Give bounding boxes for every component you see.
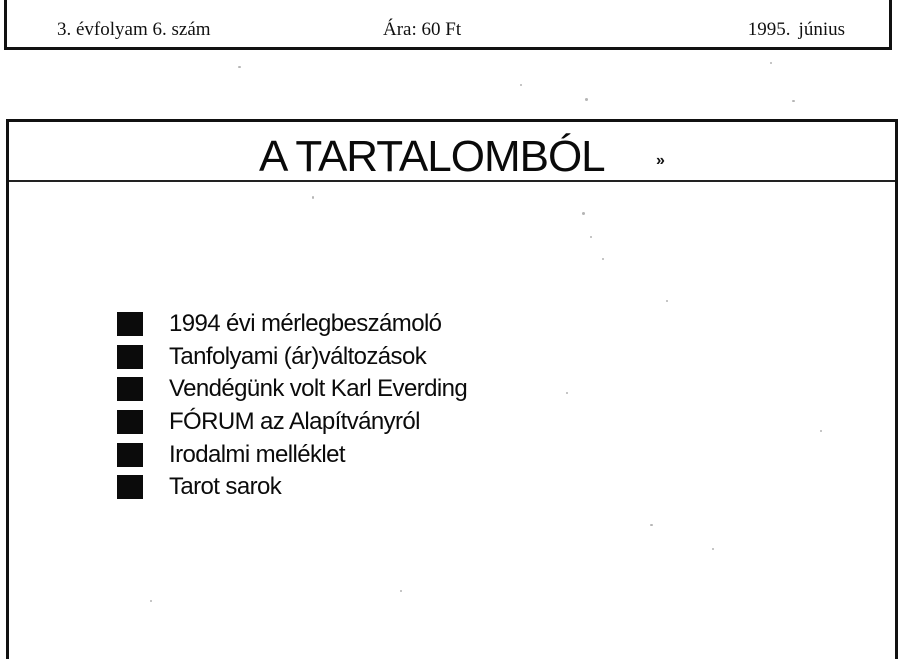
issue-number: 3. évfolyam 6. szám <box>57 19 211 40</box>
square-bullet-icon <box>117 443 143 467</box>
toc-item-5 <box>117 438 467 471</box>
print-speck <box>585 98 588 101</box>
toc-item-label: Irodalmi melléklet <box>169 440 345 468</box>
toc-item-label: FÓRUM az Alapítványról <box>169 408 420 436</box>
toc-item-label: Tarot sarok <box>169 473 282 501</box>
toc-item-label: Vendégünk volt Karl Everding <box>169 375 468 403</box>
issue-month: június <box>798 19 845 40</box>
print-speck <box>602 258 604 260</box>
toc-item-2 <box>117 341 467 374</box>
print-speck <box>590 236 592 238</box>
toc-list <box>117 308 467 504</box>
print-speck <box>582 212 585 215</box>
toc-item-3 <box>117 373 467 406</box>
print-speck <box>312 196 314 199</box>
print-speck <box>238 66 241 68</box>
square-bullet-icon <box>117 345 143 369</box>
contents-box <box>6 119 898 659</box>
print-speck <box>650 524 653 526</box>
contents-title: A TARTALOMBÓL <box>259 132 605 181</box>
print-speck <box>820 430 822 432</box>
title-mark: » <box>656 152 665 169</box>
toc-item-1 <box>117 308 467 341</box>
masthead <box>4 0 892 50</box>
print-speck <box>520 84 522 86</box>
print-speck <box>566 392 568 394</box>
square-bullet-icon <box>117 377 143 401</box>
print-speck <box>150 600 152 602</box>
square-bullet-icon <box>117 475 143 499</box>
print-speck <box>792 100 795 102</box>
price-label: Ára: 60 Ft <box>383 19 462 40</box>
issue-year: 1995. <box>747 19 791 40</box>
print-speck <box>666 300 668 302</box>
square-bullet-icon <box>117 410 143 434</box>
toc-item-4 <box>117 406 467 439</box>
square-bullet-icon <box>117 312 143 336</box>
toc-item-label: 1994 évi mérlegbeszámoló <box>169 310 442 338</box>
contents-title-row <box>9 122 895 182</box>
toc-item-label: Tanfolyami (ár)változások <box>169 342 427 370</box>
toc-item-6 <box>117 471 467 504</box>
print-speck <box>770 62 772 64</box>
print-speck <box>712 548 714 550</box>
print-speck <box>400 590 402 592</box>
issue-date <box>748 19 845 41</box>
